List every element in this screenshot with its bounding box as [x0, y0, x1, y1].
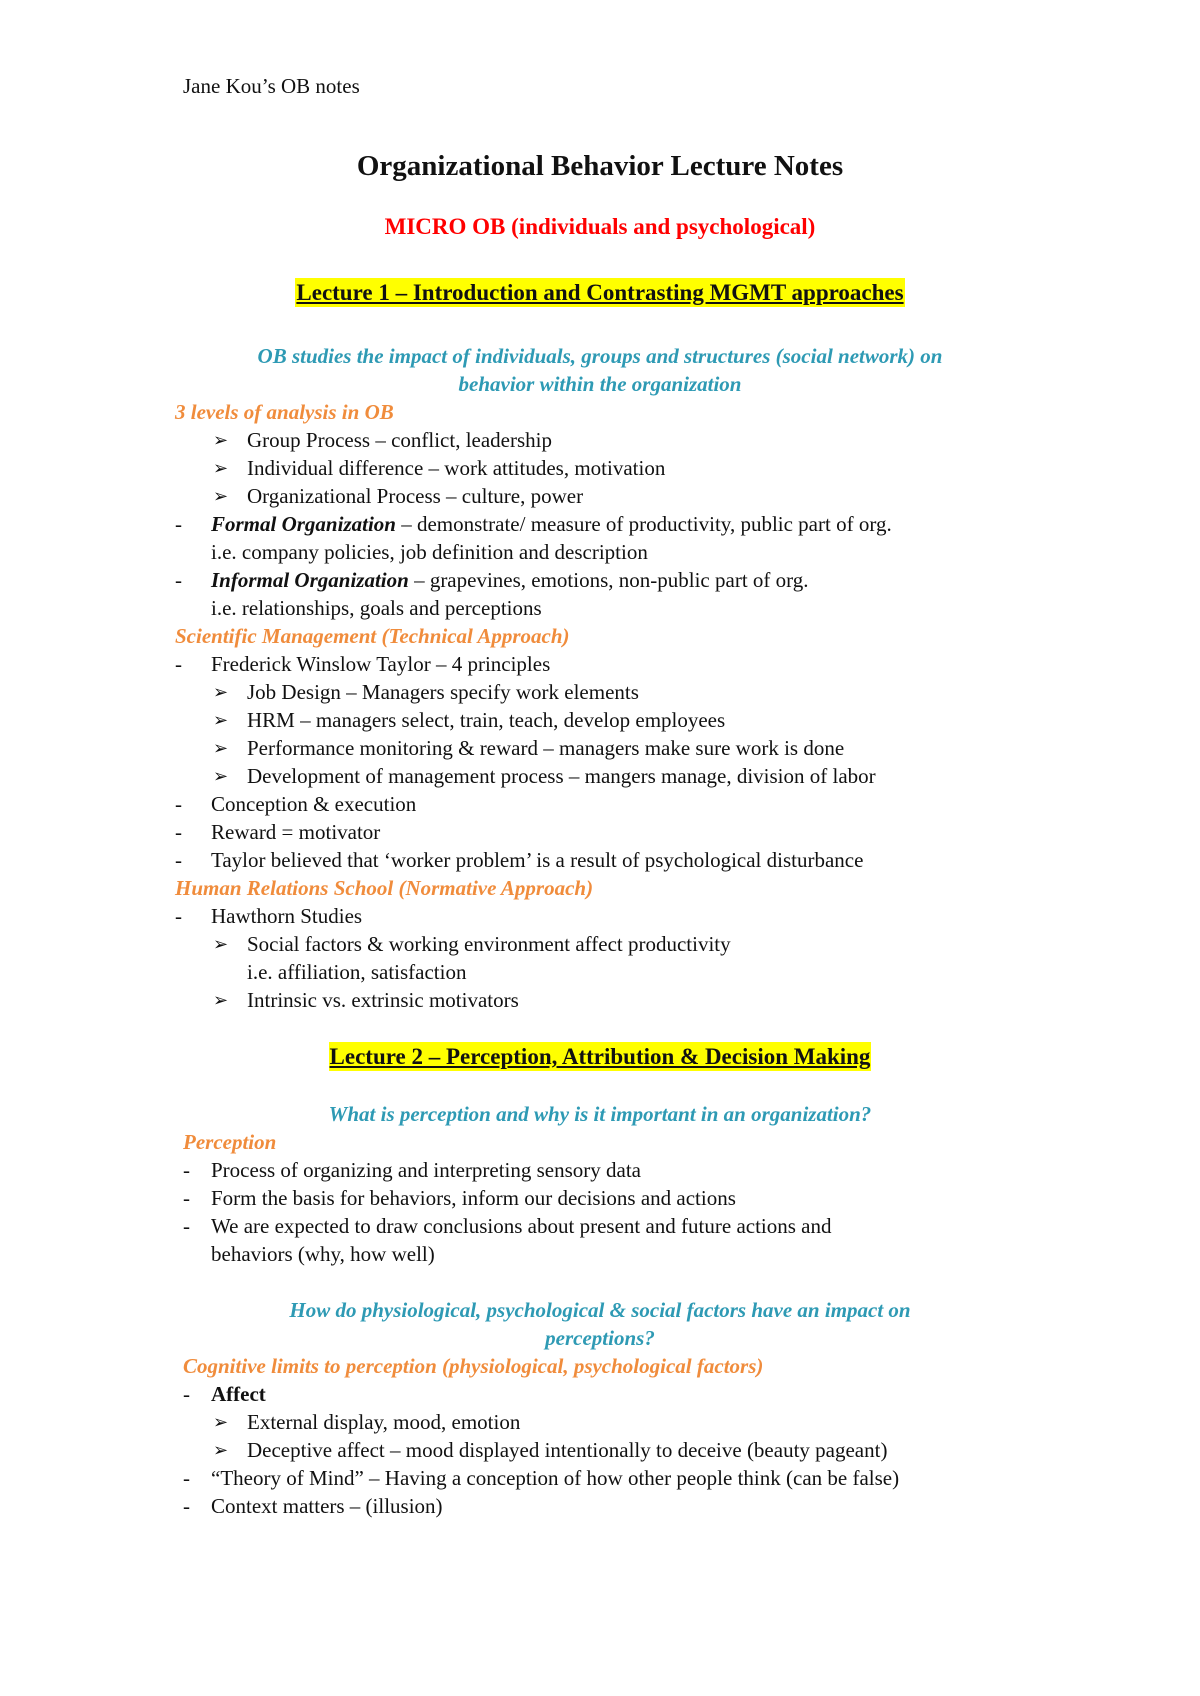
hawthorn-item: Hawthorn Studies — [211, 904, 363, 928]
formal-organization-term: Formal Organization — [211, 512, 396, 536]
affect-item: Affect — [211, 1382, 266, 1406]
factors-question-line-1: How do physiological, psychological & social factors have an impact on — [289, 1298, 911, 1322]
list-item: Reward = motivator — [211, 820, 381, 844]
dash-bullet: - — [183, 1186, 190, 1210]
list-item: “Theory of Mind” – Having a conception of how other people think (can be false) — [211, 1466, 900, 1490]
informal-organization-desc: – grapevines, emotions, non-public part of org. — [408, 568, 809, 592]
list-item: Form the basis for behaviors, inform our decisions and actions — [211, 1186, 736, 1210]
lecture-2-heading-text: Lecture 2 – Perception, Attribution & Decision Making — [329, 1044, 871, 1069]
arrow-bullet-icon: ➢ — [213, 710, 229, 730]
section-subtitle: MICRO OB (individuals and psychological) — [384, 214, 816, 239]
dash-bullet: - — [183, 1158, 190, 1182]
perception-heading: Perception — [183, 1130, 277, 1154]
arrow-bullet-icon: ➢ — [213, 1412, 229, 1432]
list-item: Intrinsic vs. extrinsic motivators — [247, 988, 519, 1012]
arrow-bullet-icon: ➢ — [213, 682, 229, 702]
dash-bullet: - — [175, 652, 182, 676]
list-item: Process of organizing and interpreting sensory data — [211, 1158, 641, 1182]
dash-bullet: - — [175, 568, 182, 592]
formal-organization-item — [211, 510, 892, 538]
human-relations-heading: Human Relations School (Normative Approach) — [175, 876, 594, 900]
dash-bullet: - — [175, 904, 182, 928]
arrow-bullet-icon: ➢ — [213, 934, 229, 954]
lecture-1-intro-line-2: behavior within the organization — [458, 372, 742, 396]
arrow-bullet-icon: ➢ — [213, 430, 229, 450]
dash-bullet: - — [183, 1494, 190, 1518]
list-item-example: i.e. affiliation, satisfaction — [247, 960, 467, 984]
lecture-1-heading — [0, 280, 1200, 306]
factors-question-line-2: perceptions? — [545, 1326, 655, 1350]
dash-bullet: - — [175, 848, 182, 872]
arrow-bullet-icon: ➢ — [213, 458, 229, 478]
dash-bullet: - — [183, 1466, 190, 1490]
list-item: Social factors & working environment affect productivity — [247, 932, 731, 956]
lecture-2-heading — [0, 1044, 1200, 1070]
list-item: HRM – managers select, train, teach, develop employees — [247, 708, 726, 732]
formal-organization-example: i.e. company policies, job definition and description — [211, 540, 648, 564]
informal-organization-term: Informal Organization — [211, 568, 409, 592]
document-title: Organizational Behavior Lecture Notes — [356, 150, 844, 182]
list-item: Group Process – conflict, leadership — [247, 428, 553, 452]
dash-bullet: - — [175, 512, 182, 536]
informal-organization-example: i.e. relationships, goals and perceptions — [211, 596, 542, 620]
page-header: Jane Kou’s OB notes — [183, 74, 360, 98]
list-item: Individual difference – work attitudes, motivation — [247, 456, 666, 480]
list-item: Performance monitoring & reward – managers make sure work is done — [247, 736, 845, 760]
arrow-bullet-icon: ➢ — [213, 1440, 229, 1460]
dash-bullet: - — [183, 1214, 190, 1238]
arrow-bullet-icon: ➢ — [213, 990, 229, 1010]
list-item: Deceptive affect – mood displayed intentionally to deceive (beauty pageant) — [247, 1438, 888, 1462]
list-item: We are expected to draw conclusions about present and future actions and — [211, 1214, 832, 1238]
perception-question: What is perception and why is it important in an organization? — [328, 1102, 872, 1126]
arrow-bullet-icon: ➢ — [213, 486, 229, 506]
list-item: Job Design – Managers specify work elements — [247, 680, 639, 704]
lecture-1-heading-text: Lecture 1 – Introduction and Contrasting MGMT approaches — [296, 280, 904, 305]
arrow-bullet-icon: ➢ — [213, 738, 229, 758]
informal-organization-item — [211, 566, 809, 594]
taylor-item: Frederick Winslow Taylor – 4 principles — [211, 652, 551, 676]
dash-bullet: - — [175, 792, 182, 816]
list-item: External display, mood, emotion — [247, 1410, 521, 1434]
dash-bullet: - — [183, 1382, 190, 1406]
list-item: Taylor believed that ‘worker problem’ is a result of psychological disturbance — [211, 848, 864, 872]
dash-bullet: - — [175, 820, 182, 844]
scientific-management-heading: Scientific Management (Technical Approach) — [175, 624, 570, 648]
formal-organization-desc: – demonstrate/ measure of productivity, public part of org. — [395, 512, 892, 536]
lecture-1-intro-line-1: OB studies the impact of individuals, groups and structures (social network) on — [257, 344, 943, 368]
list-item-continuation: behaviors (why, how well) — [211, 1242, 435, 1266]
list-item: Development of management process – mangers manage, division of labor — [247, 764, 876, 788]
levels-heading: 3 levels of analysis in OB — [175, 400, 394, 424]
arrow-bullet-icon: ➢ — [213, 766, 229, 786]
list-item: Organizational Process – culture, power — [247, 484, 584, 508]
list-item: Conception & execution — [211, 792, 417, 816]
list-item: Context matters – (illusion) — [211, 1494, 443, 1518]
cognitive-limits-heading: Cognitive limits to perception (physiological, psychological factors) — [183, 1354, 764, 1378]
